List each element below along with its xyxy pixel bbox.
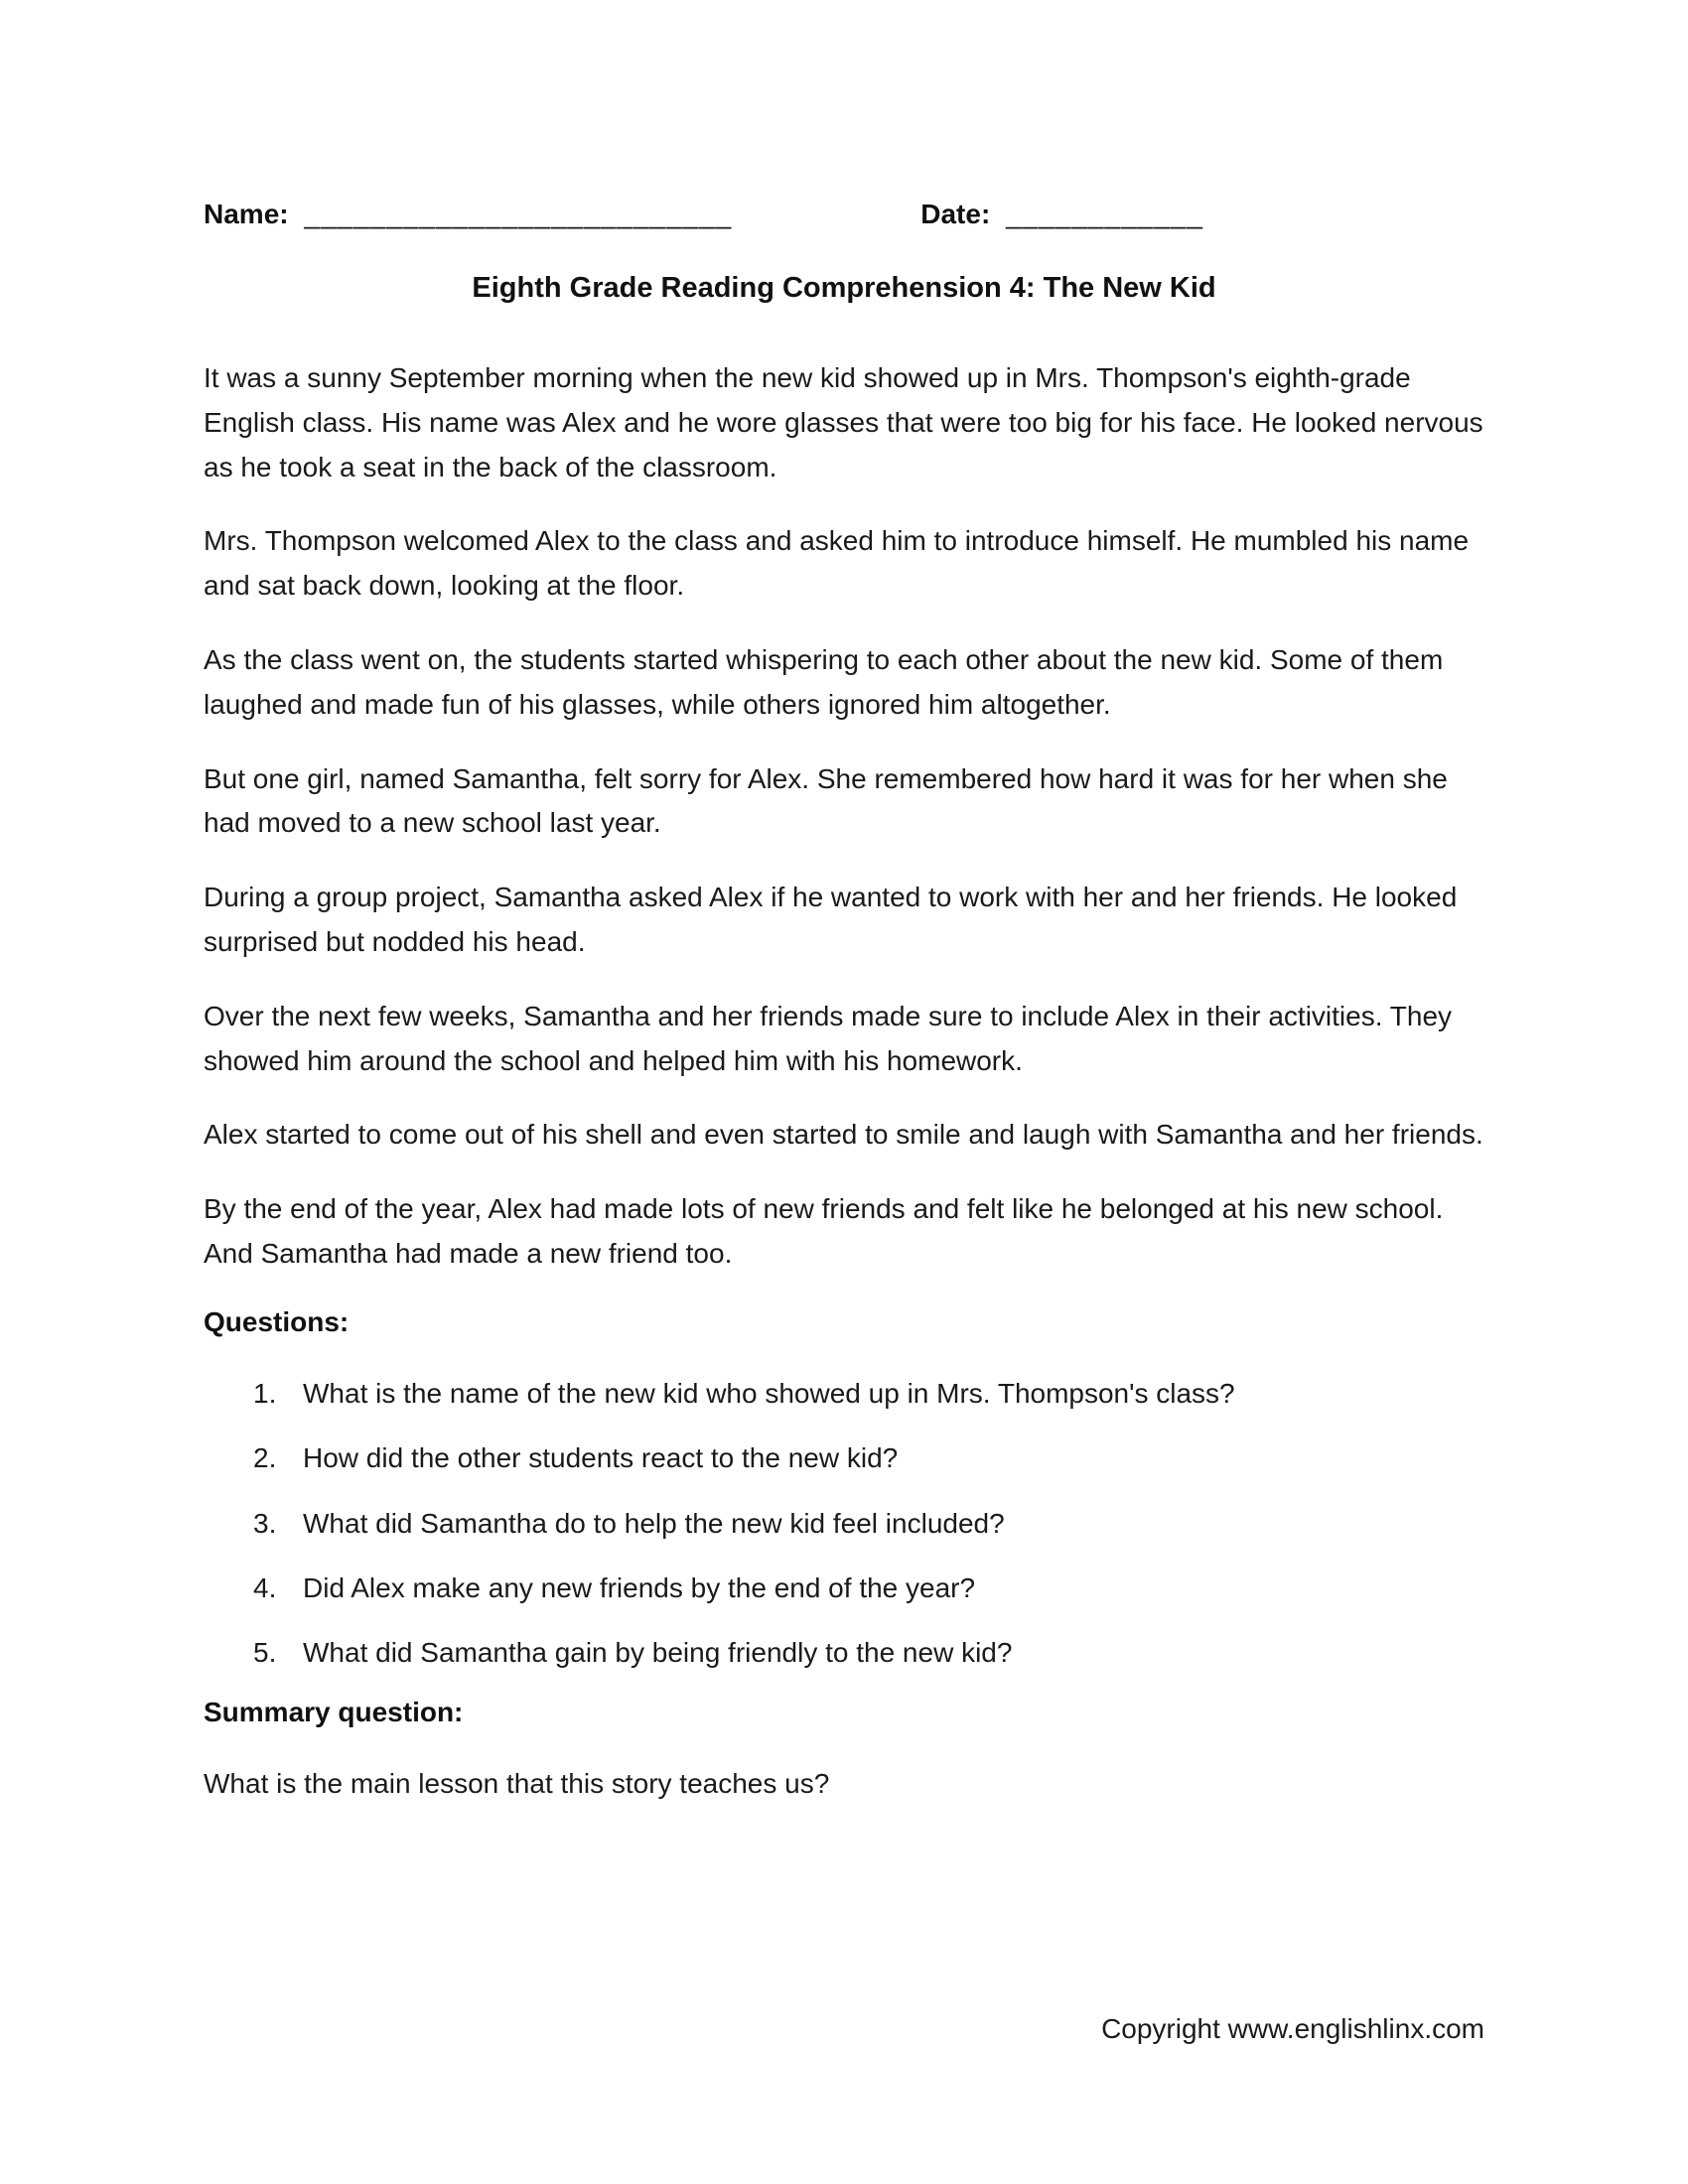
- question-text: What did Samantha do to help the new kid feel included?: [303, 1507, 1005, 1539]
- question-item: [204, 1567, 1484, 1609]
- date-label: Date:: [920, 199, 991, 229]
- copyright-text: Copyright www.englishlinx.com: [1101, 2013, 1484, 2044]
- question-item: [204, 1372, 1484, 1415]
- name-blank-line: __________________________: [304, 199, 733, 229]
- question-number: 5.: [253, 1637, 277, 1669]
- story-paragraph: But one girl, named Samantha, felt sorry for Alex. She remembered how hard it was for her when she had moved to a new school last year.: [204, 762, 1448, 839]
- story-paragraph: Mrs. Thompson welcomed Alex to the class and asked him to introduce himself. He mumbled his name and sat back down, looking at the floor.: [204, 525, 1470, 602]
- story-paragraph: Over the next few weeks, Samantha and her friends made sure to include Alex in their activities. They showed him around the school and helped him with his homework.: [204, 1000, 1453, 1076]
- question-number: 1.: [253, 1377, 277, 1409]
- question-text: What did Samantha gain by being friendly to the new kid?: [303, 1637, 1013, 1669]
- question-text: Did Alex make any new friends by the end of the year?: [303, 1571, 976, 1603]
- name-label: Name:: [204, 199, 289, 229]
- question-item: [204, 1502, 1484, 1545]
- story-paragraph: It was a sunny September morning when the new kid showed up in Mrs. Thompson's eighth-grade English class. His name was Alex and he wore glasses that were too big for his face. He looked nervous as he took a seat in the back of the classroom.: [204, 362, 1483, 482]
- question-number: 2.: [253, 1442, 277, 1474]
- story-paragraph: Alex started to come out of his shell and even started to smile and laugh with Samantha and her friends.: [204, 1119, 1483, 1151]
- question-number: 4.: [253, 1571, 277, 1603]
- name-date-row: [204, 199, 1484, 230]
- question-number: 3.: [253, 1507, 277, 1539]
- questions-heading: Questions:: [204, 1305, 350, 1337]
- date-blank-line: ____________: [1006, 199, 1203, 229]
- question-item: [204, 1436, 1484, 1479]
- summary-question: What is the main lesson that this story teaches us?: [204, 1767, 830, 1799]
- name-block: [204, 199, 732, 230]
- questions-list: [204, 1372, 1484, 1675]
- question-text: What is the name of the new kid who showed up in Mrs. Thompson's class?: [303, 1377, 1235, 1409]
- question-item: [204, 1631, 1484, 1674]
- story-paragraph: As the class went on, the students started whispering to each other about the new kid. Some of them laughed and made fun of his glasses, while others ignored him altogether.: [204, 643, 1444, 720]
- worksheet-title: Eighth Grade Reading Comprehension 4: The New Kid: [472, 272, 1216, 304]
- story-paragraph: During a group project, Samantha asked Alex if he wanted to work with her and her friends. He looked surprised but nodded his head.: [204, 882, 1458, 957]
- question-text: How did the other students react to the new kid?: [303, 1442, 899, 1474]
- summary-heading: Summary question:: [204, 1696, 464, 1727]
- date-block: [920, 199, 1203, 230]
- story-paragraph: By the end of the year, Alex had made lots of new friends and felt like he belonged at his new school. And Samantha had made a new friend too.: [204, 1193, 1444, 1269]
